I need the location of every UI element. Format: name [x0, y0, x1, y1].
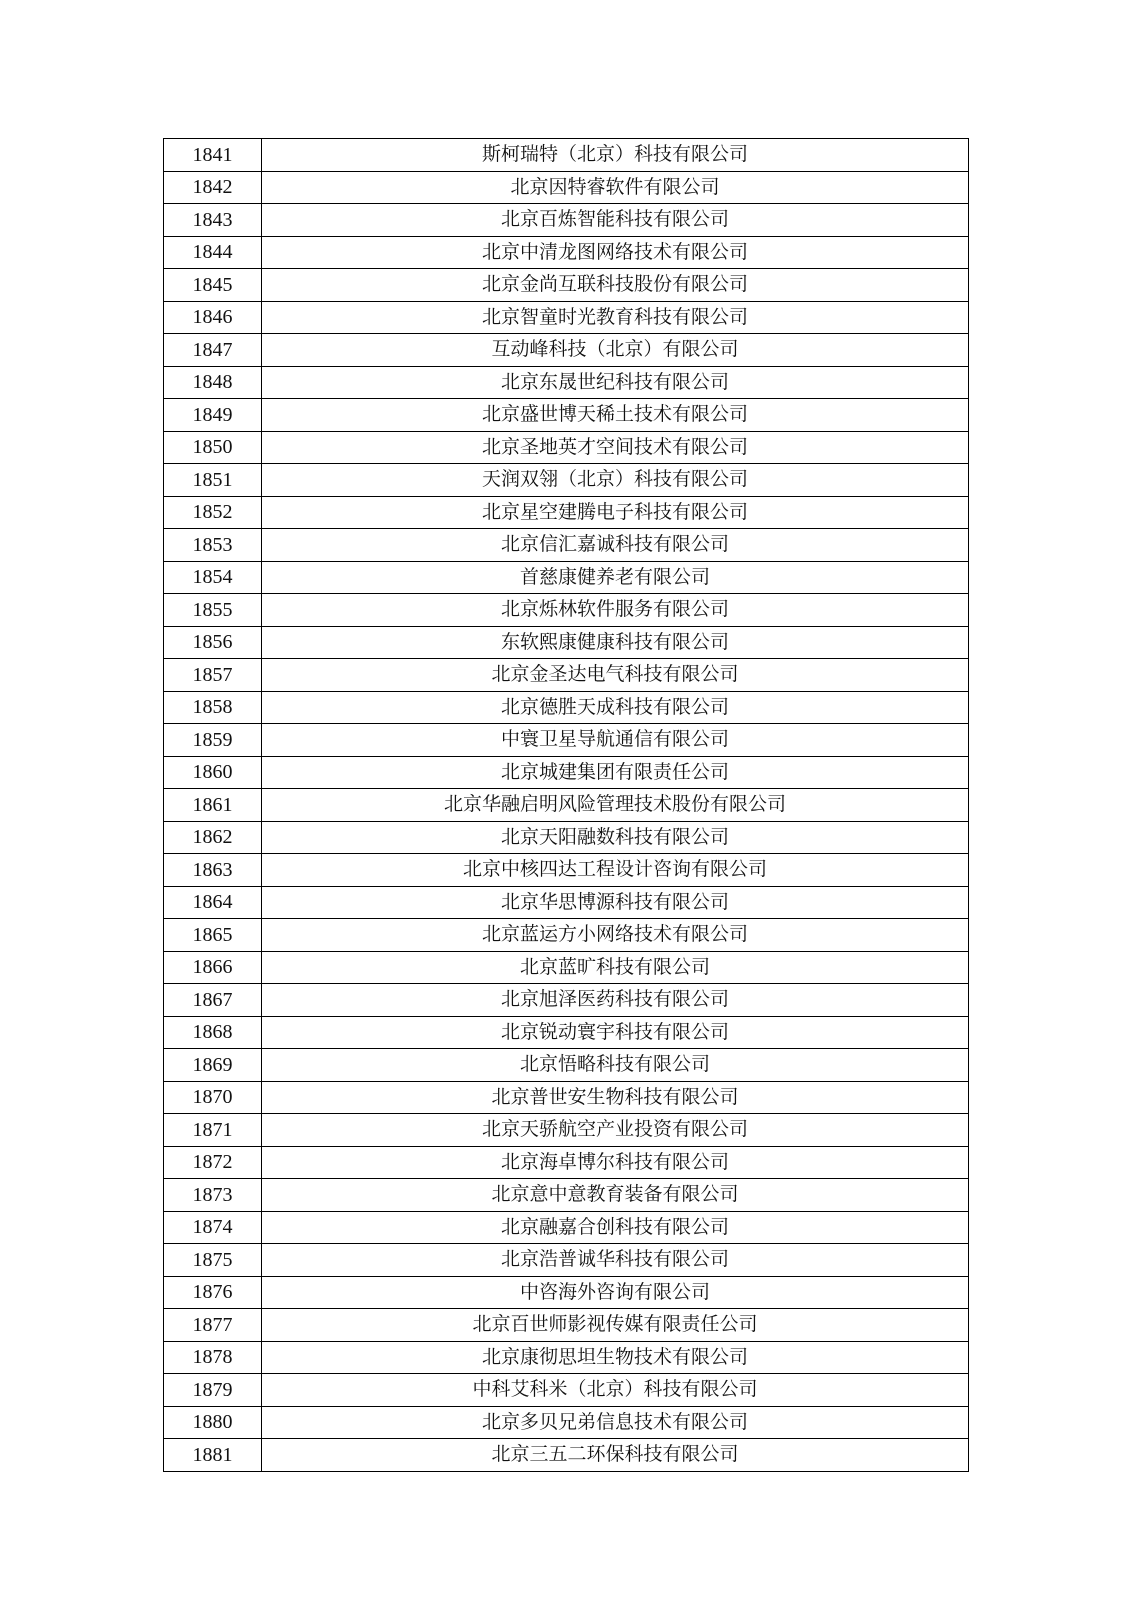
company-name-cell: 北京金圣达电气科技有限公司 — [262, 659, 969, 692]
table-row — [164, 496, 969, 529]
row-number-cell: 1863 — [164, 854, 262, 887]
row-number-cell: 1841 — [164, 139, 262, 172]
row-number-cell: 1854 — [164, 561, 262, 594]
company-name-cell: 北京盛世博天稀土技术有限公司 — [262, 399, 969, 432]
table-row — [164, 659, 969, 692]
company-name-cell: 北京普世安生物科技有限公司 — [262, 1081, 969, 1114]
row-number-cell: 1872 — [164, 1146, 262, 1179]
row-number-cell: 1873 — [164, 1179, 262, 1212]
table-row — [164, 1244, 969, 1277]
table-row — [164, 1081, 969, 1114]
company-name-cell: 北京百炼智能科技有限公司 — [262, 204, 969, 237]
table-row — [164, 1016, 969, 1049]
row-number-cell: 1844 — [164, 236, 262, 269]
company-name-cell: 北京中清龙图网络技术有限公司 — [262, 236, 969, 269]
table-row — [164, 204, 969, 237]
table-row — [164, 984, 969, 1017]
table-row — [164, 139, 969, 172]
row-number-cell: 1865 — [164, 919, 262, 952]
company-name-cell: 北京德胜天成科技有限公司 — [262, 691, 969, 724]
row-number-cell: 1851 — [164, 464, 262, 497]
company-table — [163, 138, 969, 1472]
table-row — [164, 529, 969, 562]
company-name-cell: 北京圣地英才空间技术有限公司 — [262, 431, 969, 464]
table-row — [164, 399, 969, 432]
table-row — [164, 724, 969, 757]
row-number-cell: 1856 — [164, 626, 262, 659]
table-row — [164, 1406, 969, 1439]
company-name-cell: 北京东晟世纪科技有限公司 — [262, 366, 969, 399]
table-row — [164, 1309, 969, 1342]
company-table-body — [164, 139, 969, 1472]
row-number-cell: 1857 — [164, 659, 262, 692]
table-row — [164, 789, 969, 822]
company-name-cell: 北京星空建腾电子科技有限公司 — [262, 496, 969, 529]
row-number-cell: 1849 — [164, 399, 262, 432]
table-row — [164, 1049, 969, 1082]
row-number-cell: 1852 — [164, 496, 262, 529]
company-name-cell: 中科艾科米（北京）科技有限公司 — [262, 1374, 969, 1407]
table-row — [164, 1114, 969, 1147]
row-number-cell: 1859 — [164, 724, 262, 757]
table-row — [164, 1179, 969, 1212]
row-number-cell: 1848 — [164, 366, 262, 399]
company-name-cell: 北京蓝旷科技有限公司 — [262, 951, 969, 984]
company-name-cell: 北京天骄航空产业投资有限公司 — [262, 1114, 969, 1147]
row-number-cell: 1845 — [164, 269, 262, 302]
table-row — [164, 756, 969, 789]
table-row — [164, 334, 969, 367]
company-name-cell: 北京康彻思坦生物技术有限公司 — [262, 1341, 969, 1374]
row-number-cell: 1868 — [164, 1016, 262, 1049]
company-name-cell: 北京融嘉合创科技有限公司 — [262, 1211, 969, 1244]
row-number-cell: 1850 — [164, 431, 262, 464]
company-name-cell: 北京因特睿软件有限公司 — [262, 171, 969, 204]
company-name-cell: 斯柯瑞特（北京）科技有限公司 — [262, 139, 969, 172]
row-number-cell: 1876 — [164, 1276, 262, 1309]
company-name-cell: 北京浩普诚华科技有限公司 — [262, 1244, 969, 1277]
table-row — [164, 919, 969, 952]
row-number-cell: 1881 — [164, 1439, 262, 1472]
row-number-cell: 1867 — [164, 984, 262, 1017]
table-row — [164, 431, 969, 464]
company-name-cell: 北京烁林软件服务有限公司 — [262, 594, 969, 627]
row-number-cell: 1877 — [164, 1309, 262, 1342]
row-number-cell: 1864 — [164, 886, 262, 919]
row-number-cell: 1879 — [164, 1374, 262, 1407]
company-name-cell: 北京旭泽医药科技有限公司 — [262, 984, 969, 1017]
company-name-cell: 互动峰科技（北京）有限公司 — [262, 334, 969, 367]
table-row — [164, 691, 969, 724]
company-name-cell: 北京华思博源科技有限公司 — [262, 886, 969, 919]
row-number-cell: 1862 — [164, 821, 262, 854]
table-row — [164, 951, 969, 984]
company-name-cell: 北京多贝兄弟信息技术有限公司 — [262, 1406, 969, 1439]
table-row — [164, 236, 969, 269]
company-name-cell: 北京信汇嘉诚科技有限公司 — [262, 529, 969, 562]
company-name-cell: 北京悟略科技有限公司 — [262, 1049, 969, 1082]
table-row — [164, 1439, 969, 1472]
row-number-cell: 1842 — [164, 171, 262, 204]
row-number-cell: 1874 — [164, 1211, 262, 1244]
row-number-cell: 1875 — [164, 1244, 262, 1277]
row-number-cell: 1858 — [164, 691, 262, 724]
company-name-cell: 北京意中意教育装备有限公司 — [262, 1179, 969, 1212]
table-row — [164, 464, 969, 497]
table-row — [164, 1146, 969, 1179]
table-row — [164, 594, 969, 627]
company-name-cell: 北京华融启明风险管理技术股份有限公司 — [262, 789, 969, 822]
company-name-cell: 首慈康健养老有限公司 — [262, 561, 969, 594]
company-name-cell: 北京金尚互联科技股份有限公司 — [262, 269, 969, 302]
company-name-cell: 北京中核四达工程设计咨询有限公司 — [262, 854, 969, 887]
company-name-cell: 北京锐动寰宇科技有限公司 — [262, 1016, 969, 1049]
company-name-cell: 天润双翎（北京）科技有限公司 — [262, 464, 969, 497]
table-row — [164, 1211, 969, 1244]
table-row — [164, 301, 969, 334]
company-name-cell: 北京蓝运方小网络技术有限公司 — [262, 919, 969, 952]
company-name-cell: 北京海卓博尔科技有限公司 — [262, 1146, 969, 1179]
row-number-cell: 1870 — [164, 1081, 262, 1114]
row-number-cell: 1869 — [164, 1049, 262, 1082]
table-row — [164, 1276, 969, 1309]
table-row — [164, 171, 969, 204]
table-row — [164, 854, 969, 887]
table-row — [164, 561, 969, 594]
row-number-cell: 1880 — [164, 1406, 262, 1439]
company-name-cell: 北京三五二环保科技有限公司 — [262, 1439, 969, 1472]
table-row — [164, 626, 969, 659]
row-number-cell: 1855 — [164, 594, 262, 627]
row-number-cell: 1866 — [164, 951, 262, 984]
row-number-cell: 1861 — [164, 789, 262, 822]
row-number-cell: 1878 — [164, 1341, 262, 1374]
table-row — [164, 366, 969, 399]
table-row — [164, 886, 969, 919]
company-name-cell: 东软熙康健康科技有限公司 — [262, 626, 969, 659]
company-name-cell: 北京智童时光教育科技有限公司 — [262, 301, 969, 334]
row-number-cell: 1853 — [164, 529, 262, 562]
company-name-cell: 中寰卫星导航通信有限公司 — [262, 724, 969, 757]
company-name-cell: 中咨海外咨询有限公司 — [262, 1276, 969, 1309]
row-number-cell: 1871 — [164, 1114, 262, 1147]
row-number-cell: 1843 — [164, 204, 262, 237]
company-name-cell: 北京城建集团有限责任公司 — [262, 756, 969, 789]
table-row — [164, 1341, 969, 1374]
company-name-cell: 北京天阳融数科技有限公司 — [262, 821, 969, 854]
table-row — [164, 821, 969, 854]
company-name-cell: 北京百世师影视传媒有限责任公司 — [262, 1309, 969, 1342]
table-row — [164, 269, 969, 302]
row-number-cell: 1847 — [164, 334, 262, 367]
table-row — [164, 1374, 969, 1407]
row-number-cell: 1846 — [164, 301, 262, 334]
row-number-cell: 1860 — [164, 756, 262, 789]
